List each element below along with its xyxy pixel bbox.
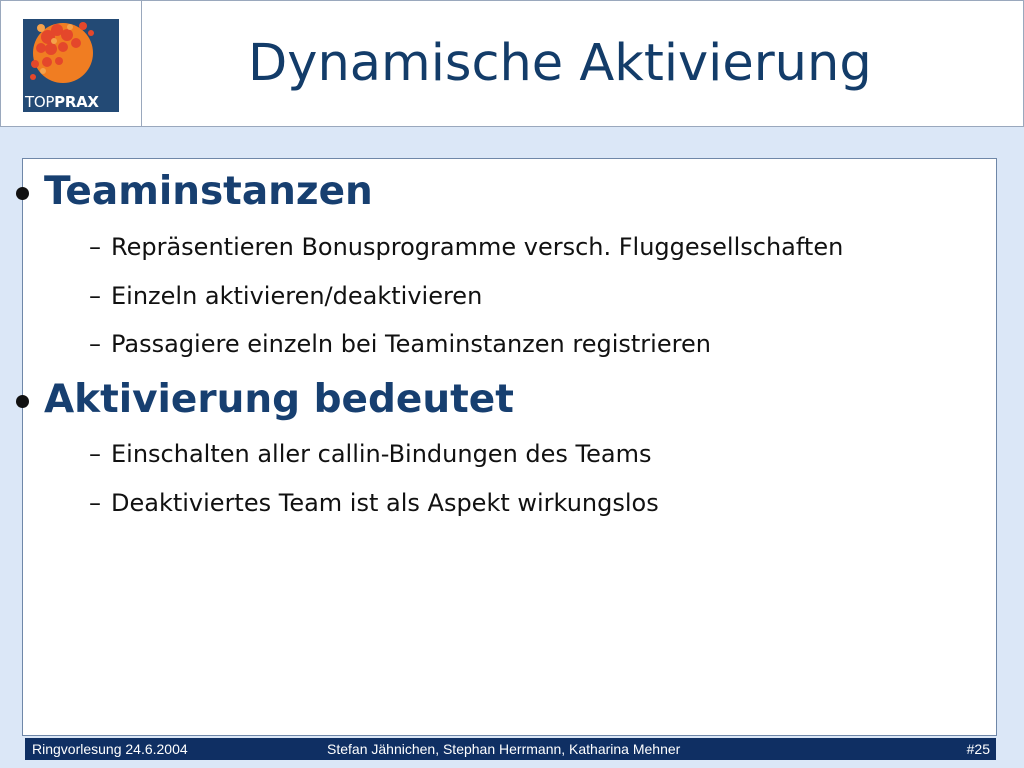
bullet-dot-icon [16, 187, 29, 200]
logo-text [25, 93, 99, 111]
slide-title: Dynamische Aktivierung [248, 34, 872, 93]
bullet-item [89, 280, 482, 312]
section-heading: Aktivierung bedeutet [44, 377, 514, 422]
bullet-text: Einzeln aktivieren/deaktivieren [111, 282, 483, 310]
slide-footer [25, 738, 996, 760]
logo-text-bold: PRAX [54, 93, 99, 111]
slide-header [0, 0, 1024, 127]
dash-bullet: – [89, 282, 101, 310]
bullet-dot-icon [16, 395, 29, 408]
bullet-item [89, 328, 711, 360]
footer-event-date: Ringvorlesung 24.6.2004 [32, 741, 188, 757]
section-heading: Teaminstanzen [44, 169, 373, 214]
dash-bullet: – [89, 440, 101, 468]
bullet-text: Repräsentieren Bonusprogramme versch. Fluggesellschaften [111, 233, 844, 261]
footer-authors: Stefan Jähnichen, Stephan Herrmann, Katharina Mehner [327, 741, 681, 757]
bullet-text: Passagiere einzeln bei Teaminstanzen registrieren [111, 330, 711, 358]
slide-number: #25 [966, 741, 990, 757]
topprax-logo [23, 19, 119, 112]
bullet-item [89, 231, 843, 263]
dash-bullet: – [89, 330, 101, 358]
bullet-item [89, 438, 651, 470]
bullet-text: Einschalten aller callin-Bindungen des Teams [111, 440, 652, 468]
logo-panel [1, 1, 142, 126]
bullet-heading-teaminstanzen [44, 168, 373, 216]
bullet-heading-aktivierung-bedeutet [44, 376, 514, 424]
dash-bullet: – [89, 489, 101, 517]
dash-bullet: – [89, 233, 101, 261]
bullet-item [89, 487, 659, 519]
bullet-text: Deaktiviertes Team ist als Aspekt wirkungslos [111, 489, 659, 517]
logo-text-light: TOP [25, 93, 55, 111]
